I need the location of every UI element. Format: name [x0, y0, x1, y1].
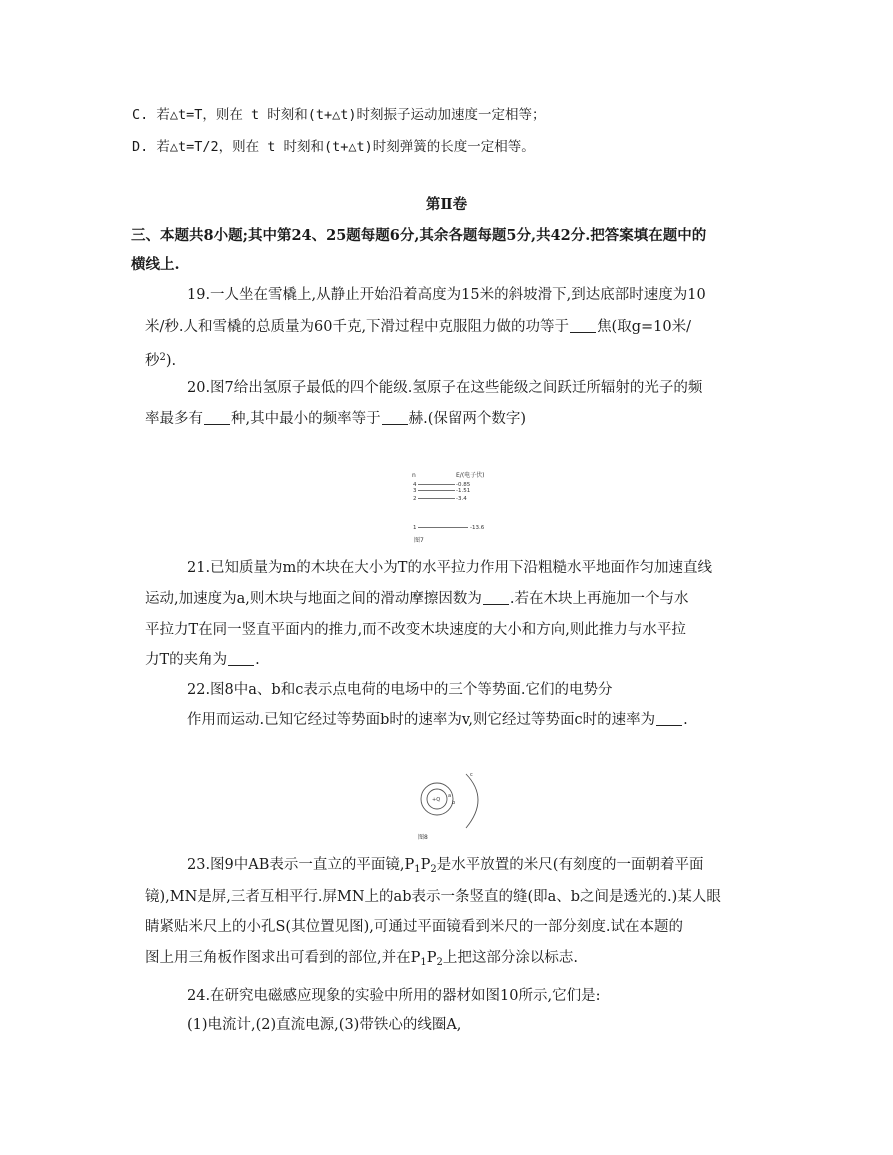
q21-line1: 21.已知质量为m的木块在大小为T的水平拉力作用下沿粗糙水平地面作匀加速直线: [187, 560, 712, 576]
answer-blank[interactable]: [570, 318, 596, 333]
q19-superscript: 2: [159, 352, 166, 363]
figure7-level-n: 4: [413, 482, 417, 488]
figure8-label-c: c: [470, 772, 473, 778]
q21-text: 力T的夹角为: [145, 652, 228, 668]
q22-text: 作用而运动.已知它经过等势面b时的速率为v,则它经过等势面c时的速率为: [187, 712, 656, 728]
answer-blank[interactable]: [382, 410, 408, 425]
q23-subscript: 2: [436, 957, 443, 968]
q21-text: 运动,加速度为a,则木块与地面之间的滑动摩擦因数为: [145, 591, 482, 607]
figure7-level-n: 1: [413, 525, 417, 531]
q20-text: 赫.(保留两个数字): [408, 411, 527, 427]
q19-text: 秒: [145, 353, 160, 369]
q22-line1: 22.图8中a、b和c表示点电荷的电场中的三个等势面.它们的电势分: [187, 682, 613, 698]
figure7-level-e: -0.85: [456, 482, 471, 488]
q23-subscript: 2: [430, 864, 437, 875]
figure7-level-3: [413, 488, 470, 494]
answer-blank[interactable]: [204, 410, 230, 425]
q23-text: 是水平放置的米尺(有刻度的一面朝着平面: [436, 857, 704, 873]
q24-line1: 24.在研究电磁感应现象的实验中所用的器材如图10所示,它们是:: [187, 988, 601, 1004]
figure7-caption: 图7: [414, 537, 424, 544]
q21-line4: [145, 650, 260, 670]
q20-line1: 20.图7给出氢原子最低的四个能级.氢原子在这些能级之间跃迁所辐射的光子的频: [187, 380, 703, 396]
q23-text: P: [420, 857, 431, 873]
answer-blank[interactable]: [656, 711, 682, 726]
q23-text: 上把这部分涂以标志.: [442, 950, 578, 966]
figure7-energy-levels: [408, 470, 498, 548]
figure8-label-a: a: [448, 793, 452, 799]
section3-line2: 横线上.: [131, 256, 180, 273]
figure7-level-e: -3.4: [456, 496, 467, 502]
section3-line1: 三、本题共8小题;其中第24、25题每题6分,其余各题每题5分,共42分.把答案填在题中的: [131, 227, 707, 244]
section-title: 第Ⅱ卷: [425, 196, 468, 213]
figure8-caption: 图8: [418, 834, 428, 841]
q20-line2: [145, 409, 526, 429]
figure7-level-n: 3: [413, 488, 417, 494]
figure7-level-1: [413, 525, 485, 531]
q23-line1: [187, 855, 703, 880]
q19-text: 焦(取g=10米/: [597, 319, 691, 335]
q24-line2: (1)电流计,(2)直流电源,(3)带铁心的线圈A,: [187, 1017, 462, 1033]
q20-text: 率最多有: [145, 411, 203, 427]
q21-text: .: [255, 652, 260, 668]
figure7-level-e: -13.6: [470, 525, 485, 531]
option-c: C. 若△t=T，则在 t 时刻和(t+△t)时刻振子运动加速度一定相等；: [132, 107, 546, 123]
figure8-label-b: b: [452, 800, 456, 806]
q19-line3: [145, 348, 176, 371]
figure8-center-label: +Q: [432, 797, 441, 803]
q23-text: P: [426, 950, 437, 966]
q19-line2: [145, 317, 691, 337]
q23-subscript: 1: [414, 864, 421, 875]
q21-line3: 平拉力T在同一竖直平面内的推力,而不改变木块速度的大小和方向,则此推力与水平拉: [145, 622, 686, 638]
figure8-equipotential: [410, 766, 490, 842]
figure7-level-n: 2: [413, 496, 417, 502]
q23-line3: 睛紧贴米尺上的小孔S(其位置见图),可通过平面镜看到米尺的一部分刻度.试在本题的: [145, 919, 683, 935]
figure7-level-2: [413, 496, 467, 502]
q22-line2: [187, 710, 688, 730]
q23-subscript: 1: [420, 957, 427, 968]
q23-line2: 镜),MN是屏,三者互相平行.屏MN上的ab表示一条竖直的缝(即a、b之间是透光的.)某人眼: [145, 889, 721, 905]
q19-line1: 19.一人坐在雪橇上,从静止开始沿着高度为15米的斜坡滑下,到达底部时速度为10: [187, 287, 706, 303]
option-d: D. 若△t=T/2，则在 t 时刻和(t+△t)时刻弹簧的长度一定相等。: [132, 139, 535, 155]
equipotential-arc: [466, 774, 478, 828]
q20-text: 种,其中最小的频率等于: [231, 411, 381, 427]
figure7-col-n: n: [412, 472, 416, 479]
q23-text: 图上用三角板作图求出可看到的部位,并在P: [145, 950, 421, 966]
answer-blank[interactable]: [483, 590, 509, 605]
q21-line2: [145, 589, 688, 609]
q19-text: ).: [165, 353, 177, 369]
figure7-level-e: -1.51: [456, 488, 471, 494]
answer-blank[interactable]: [228, 651, 254, 666]
q23-text: 23.图9中AB表示一直立的平面镜,P: [187, 857, 415, 873]
figure7-col-e: E/(电子伏): [456, 472, 485, 479]
q23-line4: [145, 948, 578, 973]
q21-text: .若在木块上再施加一个与水: [509, 591, 689, 607]
q19-text: 米/秒.人和雪橇的总质量为60千克,下滑过程中克服阻力做的功等于: [145, 319, 570, 335]
q22-text: .: [683, 712, 688, 728]
